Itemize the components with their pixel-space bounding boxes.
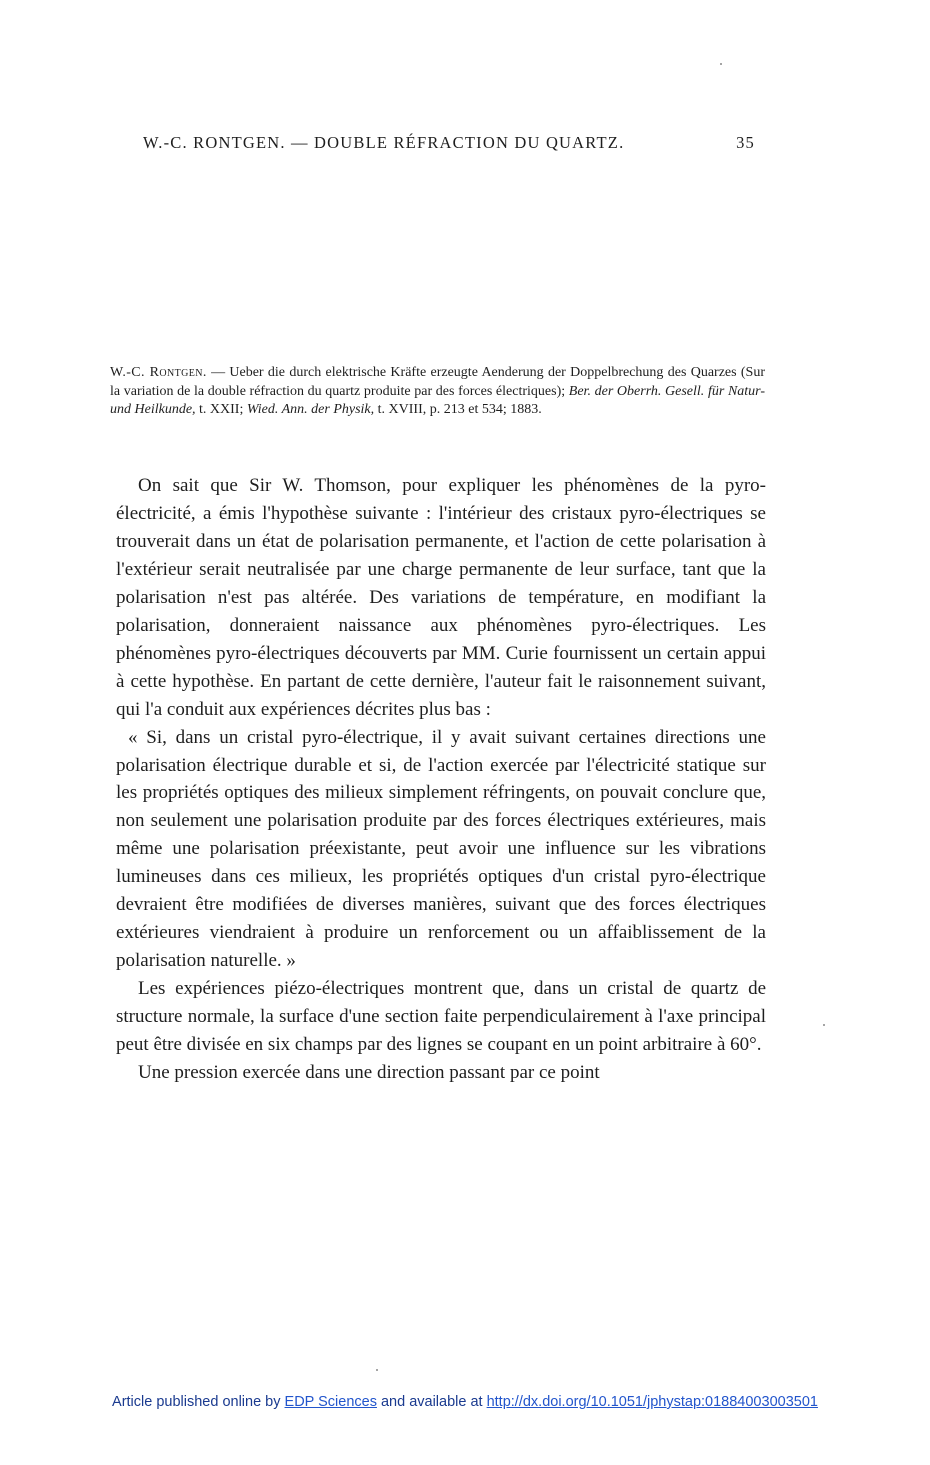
doi-link[interactable]: http://dx.doi.org/10.1051/jphystap:01884003003501 [486,1394,818,1410]
scan-speck [823,1024,825,1026]
body-paragraph: Les expériences piézo-électriques montrent que, dans un cristal de quartz de structure normale, la surface d'une section faite perpendiculairement à l'axe principal peut être divisée en six champs par des lignes se coupant en un point arbitraire à 60°. [116,978,766,1056]
footer-prefix: Article published online by [112,1394,285,1410]
page-number: 35 [736,133,755,152]
reference-title: — Ueber die durch elektrische Kräfte erzeugte Aenderung der Doppelbrechung des Quarzes (Sur la variation de la double réfraction du quartz produite par des forces électriques); [110,365,765,399]
publication-footer [0,1394,930,1410]
scan-speck [720,63,722,65]
reference-volume-2: t. XVIII, p. 213 et 534; 1883. [374,402,542,418]
reference-journal-2: Wied. Ann. der Physik, [246,402,375,418]
reference-volume-1: t. XXII; [195,402,247,418]
running-header [143,133,755,153]
body-paragraph: Une pression exercée dans une direction passant par ce point [138,1062,600,1084]
reference-journal-1: Ber. der Oberrh. Gesell. für Natur- und Heilkunde, [110,383,766,418]
bibliographic-reference [110,364,765,420]
article-body [116,472,766,1087]
quoted-paragraph: « Si, dans un cristal pyro-électrique, il y avait suivant certaines directions une polarisation électrique durable et si, de l'action exercée par l'électricité statique sur les propriétés optiques des milieux simplement réfringents, on pouvait conclure que, non seulement une polarisation produite par des forces électriques extérieures, mais même une polarisation préexistante, peut avoir une influence sur les vibrations lumineuses dans ces milieux, les propriétés optiques d'un cristal pyro-électrique devraient être modifiées de diverses manières, suivant que des forces électriques extérieures viendraient à produire un renforcement ou un affaiblissement de la polarisation naturelle. » [116,726,766,972]
scan-speck [376,1369,378,1371]
publisher-link[interactable]: EDP Sciences [284,1394,377,1410]
reference-authors: W.-C. Rontgen. [110,365,207,380]
body-paragraph: On sait que Sir W. Thomson, pour expliquer les phénomènes de la pyro-électricité, a émis l'hypothèse suivante : l'intérieur des cristaux pyro-électriques se trouverait dans un état de polarisation permanente, et l'action de cette polarisation à l'extérieur serait neutralisée par une charge permanente de leur surface, tant que la polarisation n'est pas altérée. Des variations de température, en modifiant la polarisation, donneraient naissance aux phénomènes pyro-électriques. Les phénomènes pyro-électriques découverts par MM. Curie fournissent un certain appui à cette hypothèse. En partant de cette dernière, l'auteur fait le raisonnement suivant, qui l'a conduit aux expériences décrites plus bas : [116,475,766,720]
running-title: W.-C. RONTGEN. — DOUBLE RÉFRACTION DU QUARTZ. [143,133,625,152]
footer-middle: and available at [376,1394,487,1410]
